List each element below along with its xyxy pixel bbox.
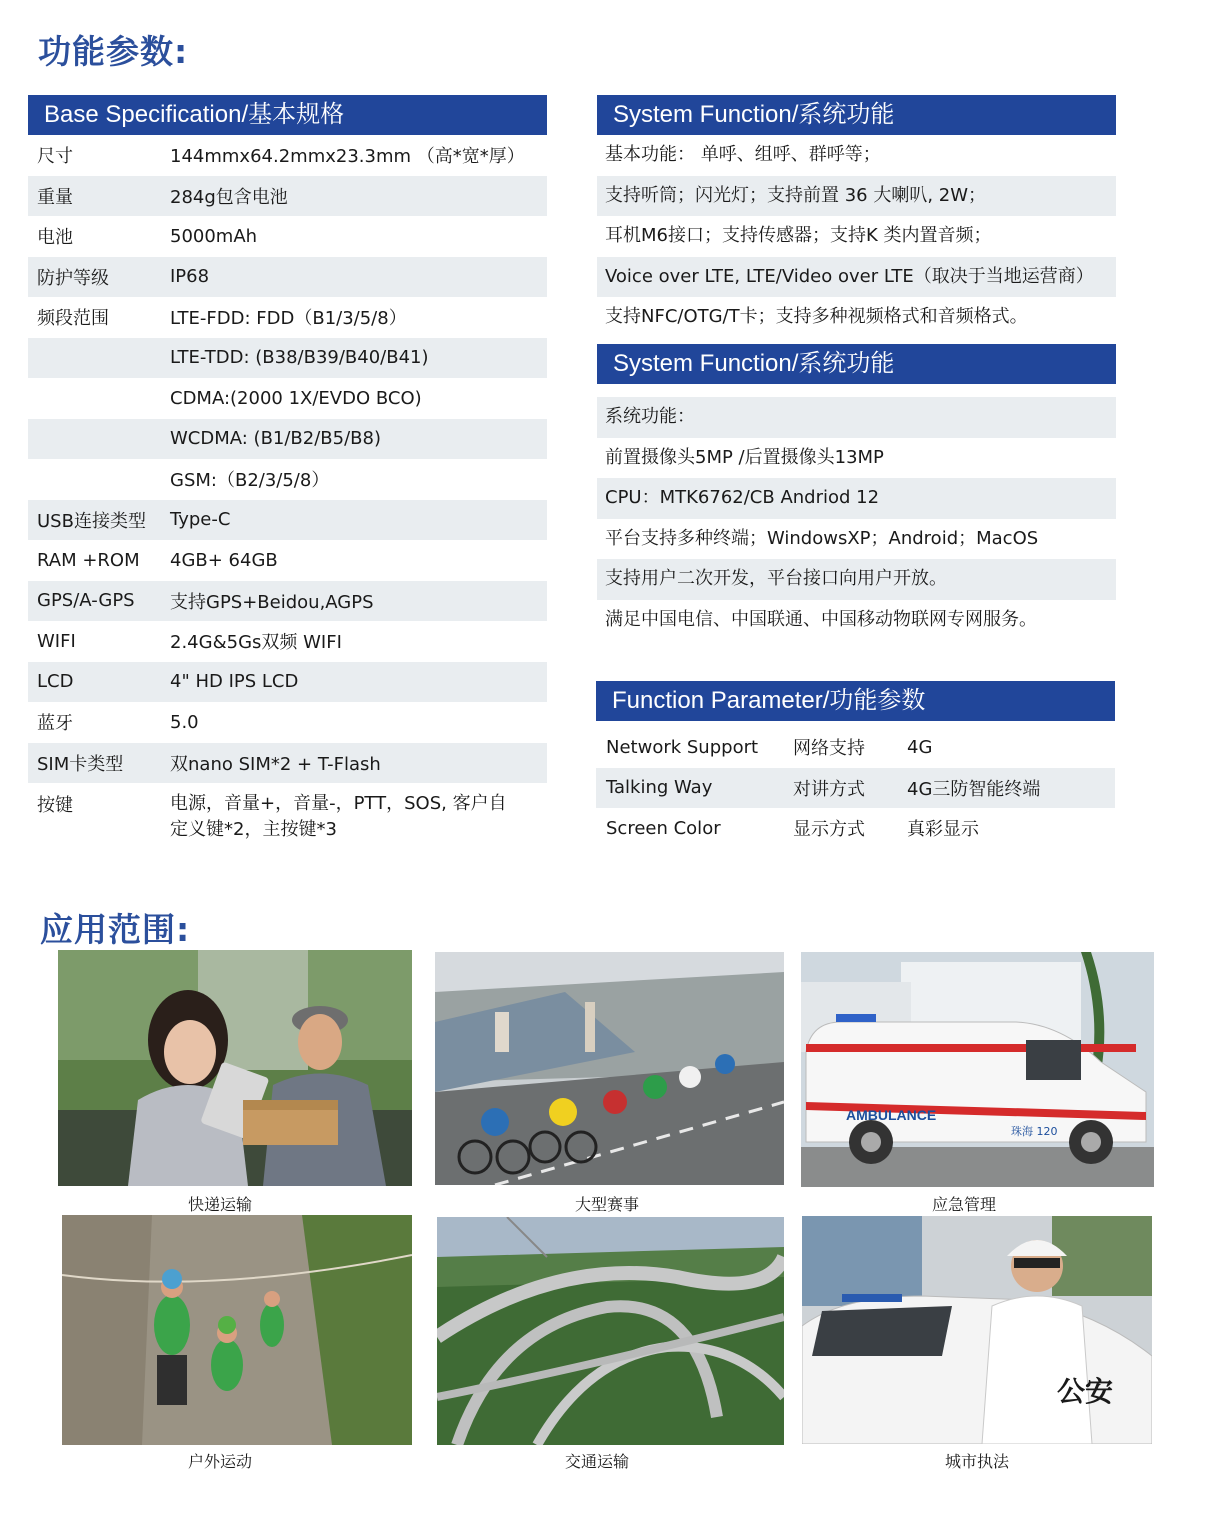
system-function-row: 平台支持多种终端；WindowsXP；Android；MacOS	[605, 527, 1039, 549]
function-parameter-header: Function Parameter/功能参数	[596, 681, 1115, 721]
spec-key: 频段范围	[37, 308, 109, 330]
ambulance-number: 珠海 120	[1011, 1125, 1058, 1138]
spec-value: Type-C	[170, 509, 231, 531]
system-function-row: 系统功能：	[597, 397, 1116, 438]
section-title-function-params: 功能参数:	[38, 32, 189, 71]
spec-row	[28, 257, 547, 298]
caption-sports-event: 大型赛事	[574, 1195, 639, 1214]
caption-transportation: 交通运输	[564, 1452, 629, 1471]
spec-key: 尺寸	[37, 146, 73, 168]
ambulance-text: AMBULANCE	[846, 1107, 937, 1123]
system-function-table-1	[597, 95, 1116, 338]
spec-row	[28, 540, 547, 581]
spec-value-line1: 电源，音量+，音量-，PTT，SOS, 客户自	[170, 793, 507, 814]
police-text: 公安	[1057, 1375, 1114, 1408]
function-parameter-cell: 4G三防智能终端	[907, 778, 1041, 800]
system-function-header-1: System Function/系统功能	[597, 95, 1116, 135]
system-function-header-2: System Function/系统功能	[597, 344, 1116, 384]
system-function-row: 前置摄像头5MP /后置摄像头13MP	[605, 446, 884, 468]
spec-key: SIM卡类型	[37, 753, 124, 775]
photo-highway-interchange	[437, 1217, 784, 1445]
spec-row	[28, 338, 547, 379]
spec-value: 双nano SIM*2 + T-Flash	[170, 753, 381, 775]
spec-row	[28, 135, 547, 176]
function-parameter-cell: 显示方式	[793, 819, 865, 841]
spec-value: 284g包含电池	[170, 186, 288, 208]
system-function-row: 支持用户二次开发，平台接口向用户开放。	[597, 559, 1116, 600]
spec-key: RAM +ROM	[37, 549, 140, 571]
base-spec-header: Base Specification/基本规格	[28, 95, 547, 135]
spec-row	[28, 621, 547, 662]
spec-value: LTE-TDD: (B38/B39/B40/B41)	[170, 347, 429, 369]
function-parameter-table	[596, 681, 1115, 849]
spec-value: IP68	[170, 266, 210, 288]
system-function-row: Voice over LTE, LTE/Video over LTE（取决于当地运营商）	[597, 257, 1116, 298]
spec-value-line2: 定义键*2，主按键*3	[170, 819, 337, 840]
system-function-row: 耳机M6接口；支持传感器；支持K 类内置音频；	[605, 225, 992, 246]
spec-value: 2.4G&5Gs双频 WIFI	[170, 632, 342, 654]
function-parameter-cell: 网络支持	[793, 738, 865, 760]
spec-row	[28, 459, 547, 500]
spec-key: 防护等级	[37, 267, 109, 289]
function-parameter-row	[596, 727, 1115, 768]
function-parameter-cell: Talking Way	[606, 777, 713, 799]
spec-value: CDMA:(2000 1X/EVDO BCO)	[170, 387, 422, 409]
spec-key: 电池	[37, 227, 73, 249]
photo-outdoor-climbing	[62, 1215, 412, 1445]
spec-row	[28, 702, 547, 743]
photo-ambulance	[801, 952, 1154, 1187]
caption-courier: 快递运输	[187, 1195, 252, 1214]
photo-courier-delivery	[58, 950, 412, 1186]
spec-value: 4GB+ 64GB	[170, 549, 278, 571]
spec-value: 144mmx64.2mmx23.3mm （高*宽*厚）	[170, 146, 525, 168]
spec-value: 4" HD IPS LCD	[170, 671, 299, 693]
caption-emergency: 应急管理	[931, 1195, 996, 1214]
system-function-table-2	[597, 344, 1116, 640]
system-function-row: CPU：MTK6762/CB Andriod 12	[597, 478, 1116, 519]
spec-value: WCDMA: (B1/B2/B5/B8)	[170, 428, 381, 450]
spec-row	[28, 662, 547, 703]
photo-cycling-race	[435, 952, 784, 1185]
spec-value: GSM:（B2/3/5/8）	[170, 470, 330, 492]
spec-key: 蓝牙	[37, 713, 73, 735]
system-function-row: 支持听筒；闪光灯；支持前置 36 大喇叭, 2W；	[597, 176, 1116, 217]
spec-row	[28, 216, 547, 257]
caption-city-enforcement: 城市执法	[944, 1452, 1009, 1471]
spec-key: 按键	[37, 795, 73, 816]
spec-value: LTE-FDD: FDD（B1/3/5/8）	[170, 308, 407, 330]
spec-key: LCD	[37, 671, 74, 693]
spec-value: 5000mAh	[170, 225, 258, 247]
function-parameter-row	[596, 808, 1115, 849]
system-function-row: 基本功能： 单呼、组呼、群呼等；	[605, 144, 881, 165]
spec-row	[28, 743, 547, 784]
system-function-row: 满足中国电信、中国联通、中国移动物联网专网服务。	[605, 608, 1037, 630]
system-function-row: 支持NFC/OTG/T卡；支持多种视频格式和音频格式。	[605, 306, 1028, 327]
function-parameter-cell: Network Support	[606, 736, 759, 758]
spec-row	[28, 378, 547, 419]
section-title-application-range: 应用范围:	[40, 910, 191, 949]
spec-key: WIFI	[37, 630, 76, 652]
function-parameter-cell: 对讲方式	[793, 778, 865, 800]
function-parameter-cell: 真彩显示	[907, 819, 979, 841]
spec-row	[28, 581, 547, 622]
spec-row	[28, 500, 547, 541]
spec-value: 支持GPS+Beidou,AGPS	[170, 591, 374, 613]
spec-row	[28, 419, 547, 460]
spec-key: GPS/A-GPS	[37, 590, 135, 612]
photo-city-police	[802, 1216, 1152, 1444]
function-parameter-row	[596, 768, 1115, 809]
function-parameter-cell: Screen Color	[606, 817, 721, 839]
base-spec-table	[28, 95, 547, 839]
spec-row	[28, 297, 547, 338]
spec-key: USB连接类型	[37, 510, 146, 532]
spec-row-keys	[28, 783, 547, 839]
spec-key: 重量	[37, 186, 73, 208]
spec-value: 5.0	[170, 711, 199, 733]
spec-row	[28, 176, 547, 217]
function-parameter-cell: 4G	[907, 736, 933, 758]
caption-outdoor: 户外运动	[187, 1452, 252, 1471]
